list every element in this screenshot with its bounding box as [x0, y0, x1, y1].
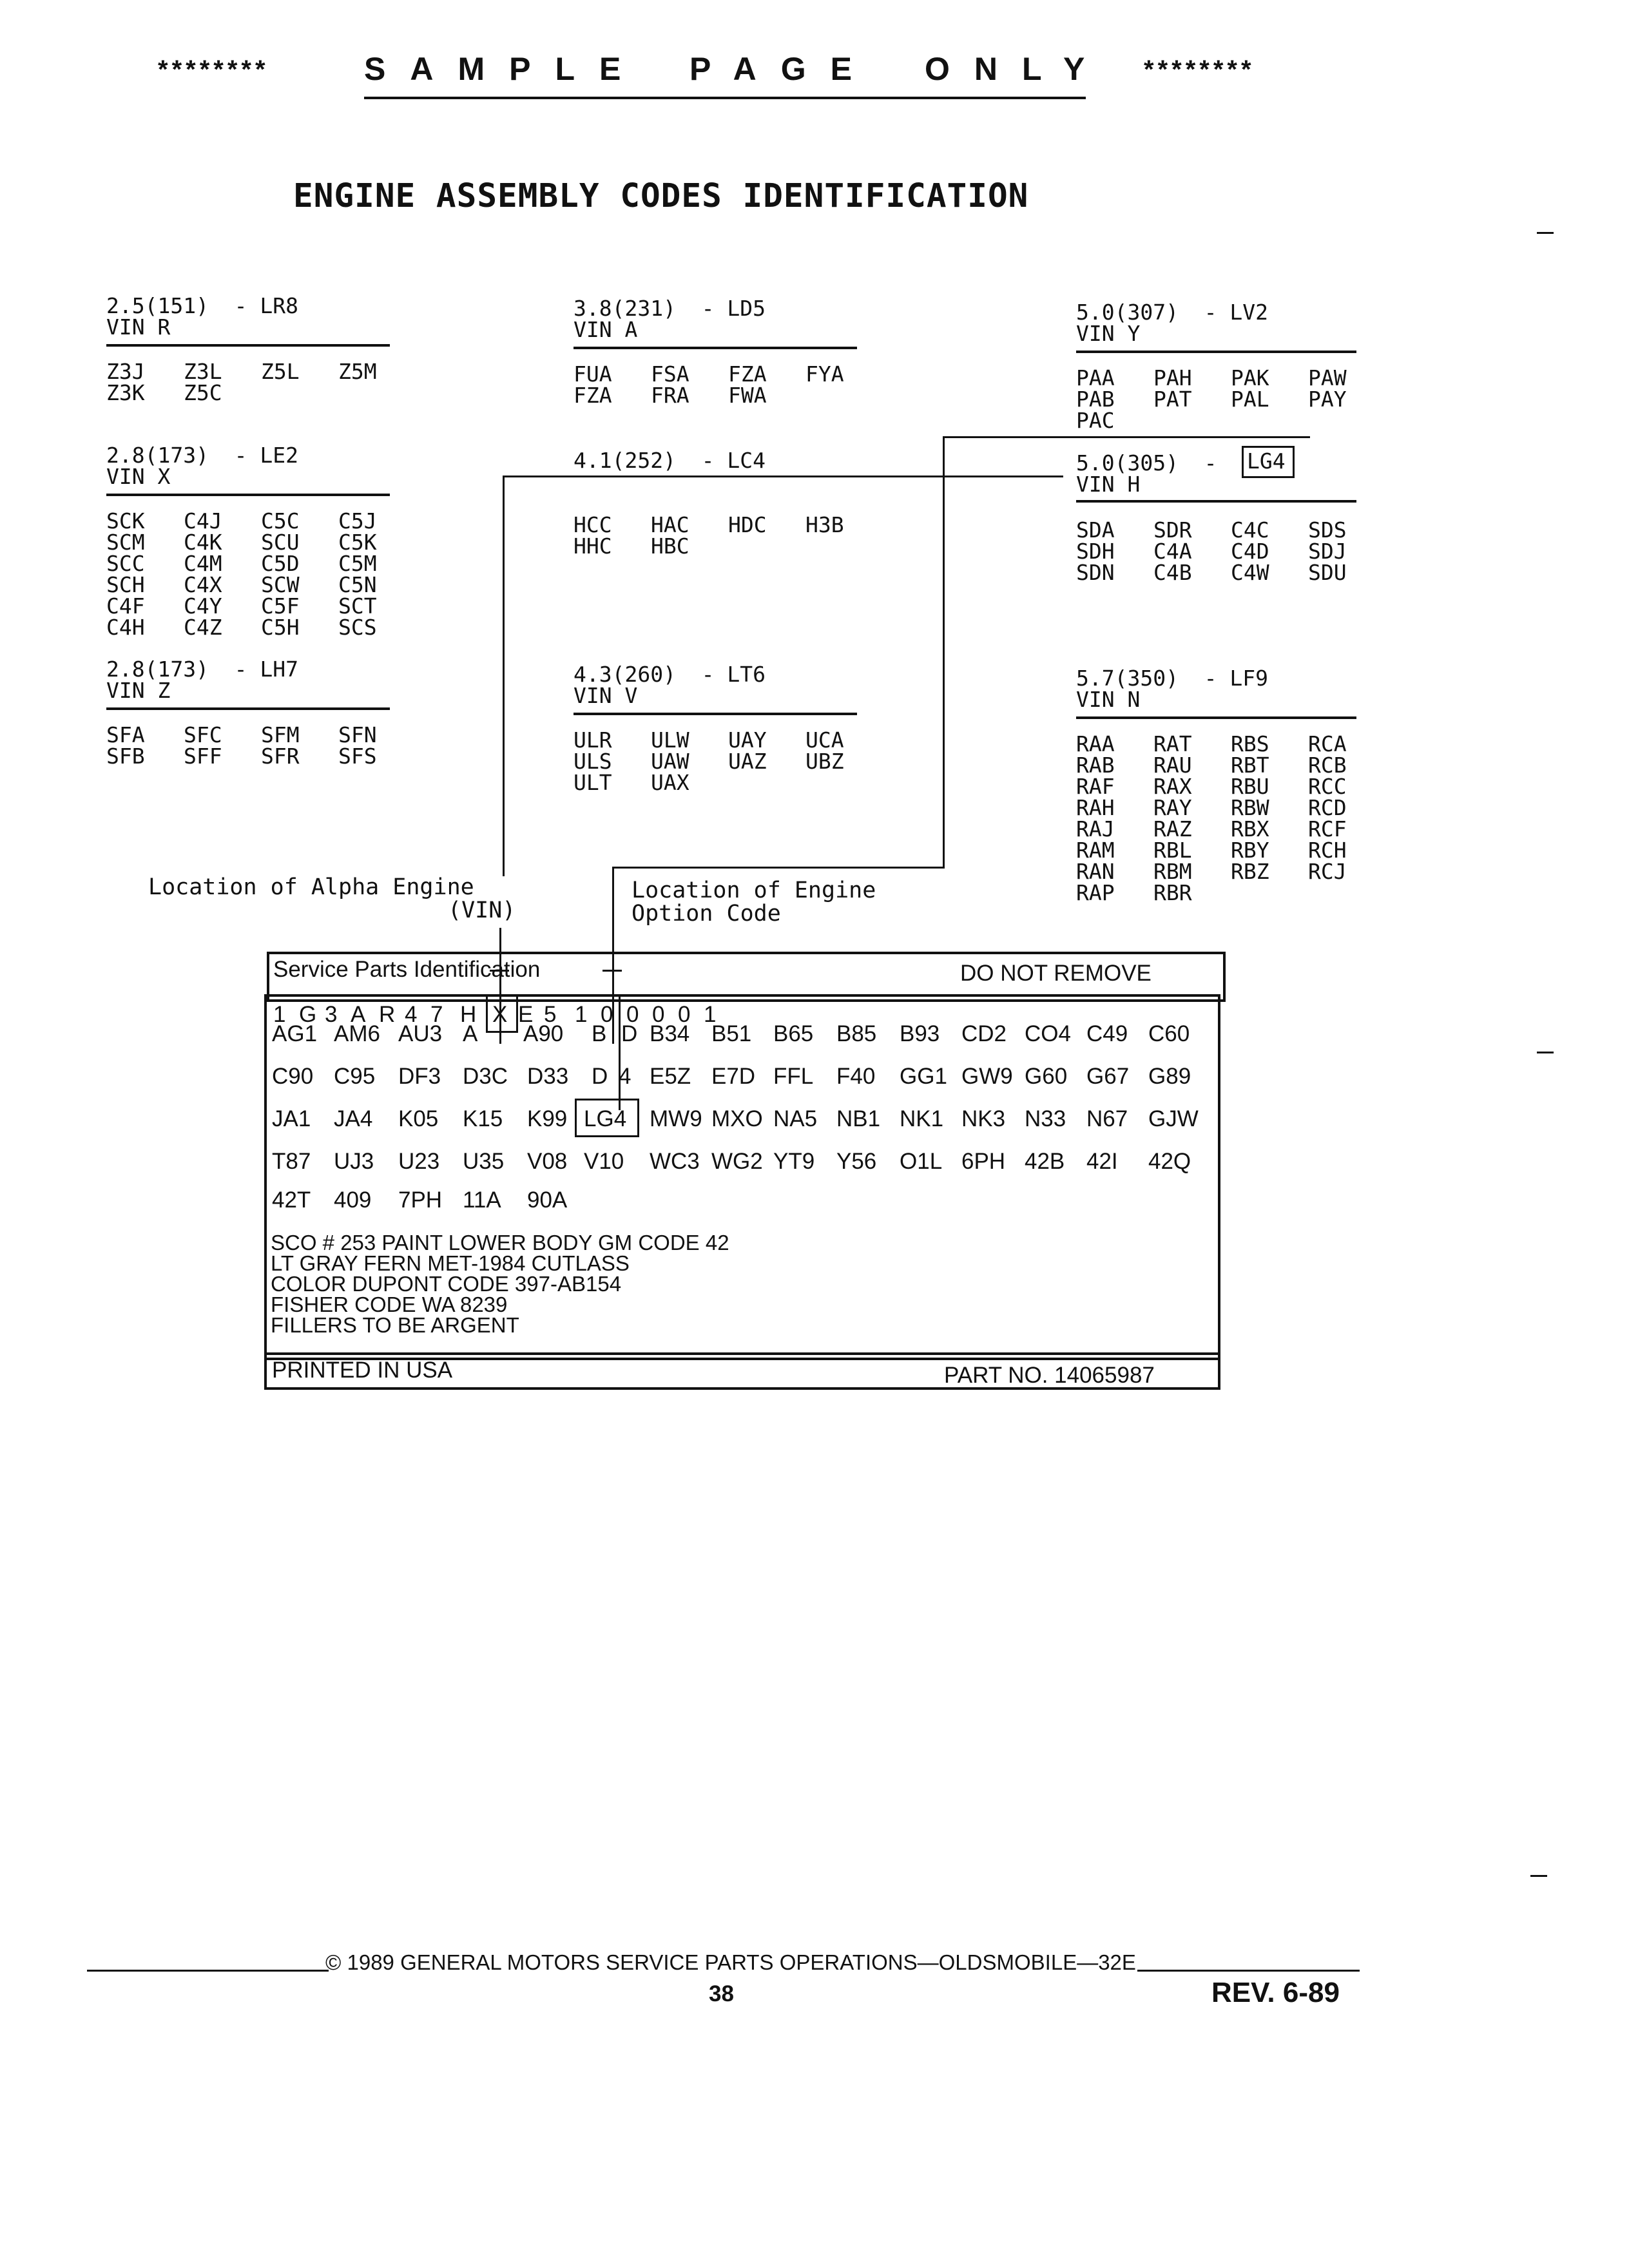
engine-code: ULS	[574, 749, 612, 774]
engine-code: PAW	[1308, 365, 1347, 390]
option-code: B34	[650, 1021, 690, 1046]
engine-section-lr8	[106, 293, 390, 405]
option-code: WC3	[650, 1149, 700, 1174]
section-heading: 5.7(350) - LF9	[1076, 666, 1269, 691]
option-code: K15	[463, 1106, 503, 1131]
engine-code: Z5L	[261, 359, 300, 384]
engine-code: RBW	[1231, 795, 1269, 820]
vin-divider	[619, 994, 621, 1110]
engine-code: UAZ	[728, 749, 767, 774]
option-code: WG2	[711, 1149, 763, 1174]
option-code: V08	[527, 1149, 568, 1174]
engine-code: SFC	[184, 722, 222, 747]
vin-character: 1	[704, 1002, 717, 1027]
revision: REV. 6-89	[1211, 1977, 1340, 2008]
engine-code: RCB	[1308, 753, 1347, 778]
engine-section-ld5	[574, 296, 857, 408]
banner-stars-right: ********	[1144, 55, 1255, 84]
option-code: O1L	[900, 1149, 943, 1174]
engine-section-lh7	[106, 657, 390, 769]
engine-code: RAJ	[1076, 816, 1115, 841]
engine-code: RAP	[1076, 880, 1115, 905]
engine-code: HDC	[728, 512, 767, 537]
engine-code: C4Y	[184, 593, 222, 619]
option-code: 409	[334, 1187, 372, 1213]
option-code: 42B	[1025, 1149, 1065, 1174]
option-code: DF3	[398, 1064, 441, 1089]
section-rule	[106, 344, 390, 347]
option-code: MXO	[711, 1106, 763, 1131]
option-code: NA5	[773, 1106, 818, 1131]
connector-option-bottom	[612, 867, 945, 869]
engine-code: SCW	[261, 572, 300, 597]
vin-character: 1	[575, 1002, 588, 1027]
part-number: PART NO. 14065987	[944, 1363, 1155, 1388]
section-vin: VIN X	[106, 464, 171, 489]
engine-code: RCA	[1308, 731, 1347, 756]
section-vin: VIN Y	[1076, 321, 1141, 346]
vin-character: 0	[652, 1002, 665, 1027]
service-parts-label	[264, 952, 1224, 1403]
section-heading: 4.3(260) - LT6	[574, 662, 766, 687]
section-rule	[106, 707, 390, 710]
option-code: N67	[1086, 1106, 1128, 1131]
paint-note-line: FILLERS TO BE ARGENT	[271, 1313, 519, 1337]
option-code: G67	[1086, 1064, 1130, 1089]
engine-code: C4J	[184, 508, 222, 533]
lg4-boxed-code: LG4	[1247, 448, 1286, 474]
engine-code: RBZ	[1231, 859, 1269, 884]
section-vin: VIN R	[106, 314, 171, 340]
engine-code: C4X	[184, 572, 222, 597]
option-code: AM6	[334, 1021, 380, 1046]
engine-code: PAC	[1076, 408, 1115, 433]
engine-code: C5F	[261, 593, 300, 619]
engine-code: SFN	[338, 722, 377, 747]
banner-stars-left: ********	[158, 55, 269, 84]
option-code: 42Q	[1148, 1149, 1191, 1174]
engine-code: ULR	[574, 727, 612, 753]
option-code: 7PH	[398, 1187, 443, 1213]
engine-section-lv2	[1076, 300, 1356, 433]
engine-code: RAU	[1153, 753, 1192, 778]
connector-vin-top	[503, 476, 1063, 477]
engine-code: Z3J	[106, 359, 145, 384]
engine-code: SCK	[106, 508, 145, 533]
engine-code: C4B	[1153, 560, 1192, 585]
engine-code: C5D	[261, 551, 300, 576]
engine-code: RAB	[1076, 753, 1115, 778]
paint-note-line: SCO # 253 PAINT LOWER BODY GM CODE 42	[271, 1231, 729, 1254]
printed-in-usa: PRINTED IN USA	[272, 1358, 453, 1383]
vin-character: R	[379, 1002, 396, 1027]
option-code: K05	[398, 1106, 439, 1131]
section-vin: VIN H	[1076, 472, 1141, 497]
footer-rule-left	[87, 1970, 329, 1972]
engine-code: RBT	[1231, 753, 1269, 778]
engine-code: RCJ	[1308, 859, 1347, 884]
option-code: NK1	[900, 1106, 944, 1131]
section-heading: 2.5(151) - LR8	[106, 293, 299, 318]
engine-code: RAH	[1076, 795, 1115, 820]
engine-code: UAW	[651, 749, 689, 774]
engine-code: ULT	[574, 770, 612, 795]
engine-code: RBS	[1231, 731, 1269, 756]
engine-code: RBL	[1153, 838, 1192, 863]
engine-code: C5N	[338, 572, 377, 597]
engine-code: C4Z	[184, 615, 222, 640]
option-code: NK3	[961, 1106, 1006, 1131]
engine-section-lt6	[574, 662, 857, 795]
engine-code: Z3K	[106, 380, 145, 405]
engine-code: C4F	[106, 593, 145, 619]
engine-code: ULW	[651, 727, 689, 753]
option-code: FFL	[773, 1064, 814, 1089]
option-codes-row	[272, 1106, 1213, 1132]
section-vin: VIN A	[574, 317, 638, 342]
option-code: Y56	[836, 1149, 877, 1174]
engine-code: Z3L	[184, 359, 222, 384]
vin-character: 0	[626, 1002, 639, 1027]
option-code-callout-line2: Option Code	[631, 901, 781, 927]
engine-code: RCF	[1308, 816, 1347, 841]
engine-code: C5J	[338, 508, 377, 533]
engine-code: RBY	[1231, 838, 1269, 863]
engine-code: SFB	[106, 744, 145, 769]
engine-code: RAM	[1076, 838, 1115, 863]
engine-code: C5H	[261, 615, 300, 640]
engine-code: RBX	[1231, 816, 1269, 841]
section-rule	[1076, 716, 1356, 719]
engine-section-lf9	[1076, 666, 1356, 905]
option-code: 42I	[1086, 1149, 1118, 1174]
engine-code: UAX	[651, 770, 689, 795]
option-code: A90	[523, 1021, 564, 1046]
vin-character: H	[460, 1002, 477, 1027]
engine-code: FYA	[805, 361, 844, 387]
margin-tick	[1530, 1875, 1547, 1877]
option-code: D	[592, 1064, 608, 1089]
engine-code: SDR	[1153, 517, 1192, 543]
section-rule	[1076, 351, 1356, 353]
option-code: B85	[836, 1021, 877, 1046]
engine-code: PAH	[1153, 365, 1192, 390]
section-vin: VIN Z	[106, 678, 171, 703]
section-heading: 4.1(252) - LC4	[574, 448, 766, 473]
vin-character: 0	[678, 1002, 691, 1027]
section-rule	[1076, 500, 1356, 503]
option-code: CD2	[961, 1021, 1007, 1046]
option-code: K99	[527, 1106, 568, 1131]
option-code: D	[621, 1021, 638, 1046]
paint-note-line: LT GRAY FERN MET-1984 CUTLASS	[271, 1251, 630, 1275]
option-code: G89	[1148, 1064, 1191, 1089]
option-code: C95	[334, 1064, 376, 1089]
engine-code: C4M	[184, 551, 222, 576]
option-code: JA4	[334, 1106, 373, 1131]
engine-section-le2	[106, 443, 390, 640]
option-code: N33	[1025, 1106, 1066, 1131]
engine-code: PAL	[1231, 387, 1269, 412]
engine-code: UAY	[728, 727, 767, 753]
option-code-callout-line1: Location of Engine	[631, 878, 876, 903]
engine-code: Z5C	[184, 380, 222, 405]
engine-code: RAT	[1153, 731, 1192, 756]
option-code: 4	[619, 1064, 631, 1089]
engine-code: RCH	[1308, 838, 1347, 863]
engine-code: C5K	[338, 530, 377, 555]
engine-code: SFM	[261, 722, 300, 747]
engine-code: PAA	[1076, 365, 1115, 390]
section-vin: VIN V	[574, 683, 638, 708]
engine-code: PAK	[1231, 365, 1269, 390]
engine-code: RAY	[1153, 795, 1192, 820]
engine-code: C4D	[1231, 539, 1269, 564]
engine-code: SCM	[106, 530, 145, 555]
engine-code: C5M	[338, 551, 377, 576]
vin-character: X	[492, 1002, 508, 1027]
section-rule	[574, 713, 857, 715]
engine-code: RAX	[1153, 774, 1192, 799]
option-codes-row	[272, 1064, 1213, 1090]
vin-character: 5	[544, 1002, 557, 1027]
engine-code: C4H	[106, 615, 145, 640]
vin-character: 4	[405, 1002, 418, 1027]
vin-character: 7	[430, 1002, 443, 1027]
alpha-engine-callout-line1: Location of Alpha Engine	[148, 874, 474, 900]
engine-code: RCD	[1308, 795, 1347, 820]
engine-code: SCC	[106, 551, 145, 576]
option-code: YT9	[773, 1149, 815, 1174]
option-code: D3C	[463, 1064, 508, 1089]
vin-character: A	[351, 1002, 366, 1027]
page-title: ENGINE ASSEMBLY CODES IDENTIFICATION	[293, 177, 1029, 215]
engine-code: FZA	[728, 361, 767, 387]
option-code: AG1	[272, 1021, 318, 1046]
option-code: JA1	[272, 1106, 311, 1131]
engine-code: RAA	[1076, 731, 1115, 756]
engine-code: PAT	[1153, 387, 1192, 412]
vin-character: E	[518, 1002, 534, 1027]
vin-character: 0	[601, 1002, 613, 1027]
engine-code: C5C	[261, 508, 300, 533]
option-code: B51	[711, 1021, 752, 1046]
banner-word-page: PAGE	[689, 51, 876, 87]
engine-code: RBU	[1231, 774, 1269, 799]
connector-option-vertical	[943, 436, 945, 868]
engine-code: SCU	[261, 530, 300, 555]
lg4-option-highlight	[575, 1099, 639, 1137]
engine-code: RAF	[1076, 774, 1115, 799]
engine-code: SCS	[338, 615, 377, 640]
option-codes-row	[272, 1021, 1213, 1047]
engine-code: SFR	[261, 744, 300, 769]
engine-code: SFF	[184, 744, 222, 769]
section-rule	[574, 347, 857, 349]
option-code: AU3	[398, 1021, 443, 1046]
option-code: E7D	[711, 1064, 756, 1089]
option-code: V10	[584, 1149, 624, 1174]
engine-code: SDN	[1076, 560, 1115, 585]
option-code: UJ3	[334, 1149, 374, 1174]
option-code: C49	[1086, 1021, 1128, 1046]
engine-code: HHC	[574, 533, 612, 559]
option-code: LG4	[584, 1106, 627, 1131]
option-code: T87	[272, 1149, 311, 1174]
option-code: 42T	[272, 1187, 311, 1213]
label-heading: Service Parts Identification	[273, 957, 541, 982]
engine-code: HAC	[651, 512, 689, 537]
margin-tick	[1537, 232, 1554, 234]
option-code: GW9	[961, 1064, 1013, 1089]
section-heading: 3.8(231) - LD5	[574, 296, 766, 321]
section-heading: 5.0(307) - LV2	[1076, 300, 1269, 325]
engine-code: C4C	[1231, 517, 1269, 543]
page-number: 38	[709, 1981, 734, 2006]
margin-tick	[1537, 1052, 1554, 1053]
engine-code: UCA	[805, 727, 844, 753]
engine-code: HBC	[651, 533, 689, 559]
engine-code: PAY	[1308, 387, 1347, 412]
engine-code: SCT	[338, 593, 377, 619]
option-code: 6PH	[961, 1149, 1006, 1174]
paint-notes	[271, 1233, 729, 1336]
engine-code: FSA	[651, 361, 689, 387]
engine-code: FUA	[574, 361, 612, 387]
option-code: B65	[773, 1021, 814, 1046]
option-code: G60	[1025, 1064, 1068, 1089]
option-code: B93	[900, 1021, 940, 1046]
option-codes-row	[272, 1187, 1213, 1213]
connector-option-top	[943, 436, 1310, 438]
alpha-engine-callout-line2: (VIN)	[448, 898, 516, 923]
engine-section-lg4	[1076, 448, 1356, 585]
option-code: MW9	[650, 1106, 702, 1131]
vin-character: 1	[273, 1002, 286, 1027]
engine-code: SDS	[1308, 517, 1347, 543]
lg4-highlight-box	[1242, 446, 1295, 478]
paint-note-line: FISHER CODE WA 8239	[271, 1293, 508, 1316]
engine-code: RAZ	[1153, 816, 1192, 841]
engine-code: SDJ	[1308, 539, 1347, 564]
engine-code: SFS	[338, 744, 377, 769]
engine-code: RBM	[1153, 859, 1192, 884]
option-codes-row	[272, 1149, 1213, 1175]
section-vin: VIN N	[1076, 687, 1141, 712]
sample-page-banner	[158, 50, 1305, 95]
engine-code: FWA	[728, 383, 767, 408]
engine-code: RBR	[1153, 880, 1192, 905]
banner-word-only: ONLY	[925, 51, 1110, 87]
section-rule	[106, 494, 390, 496]
engine-code: HCC	[574, 512, 612, 537]
section-heading: 2.8(173) - LH7	[106, 657, 299, 682]
connector-vin-vertical	[503, 476, 505, 876]
option-code: B	[592, 1021, 607, 1046]
engine-code: SDU	[1308, 560, 1347, 585]
section-heading: 5.0(305) -	[1076, 450, 1217, 476]
engine-code: UBZ	[805, 749, 844, 774]
option-code: NB1	[836, 1106, 881, 1131]
option-code: A	[463, 1021, 478, 1046]
engine-code: PAB	[1076, 387, 1115, 412]
banner-word-sample: SAMPLE	[364, 51, 646, 87]
engine-code: Z5M	[338, 359, 377, 384]
option-code: D33	[527, 1064, 569, 1089]
engine-code: FZA	[574, 383, 612, 408]
engine-code: SDH	[1076, 539, 1115, 564]
section-heading: 2.8(173) - LE2	[106, 443, 299, 468]
engine-code: FRA	[651, 383, 689, 408]
option-code: C90	[272, 1064, 314, 1089]
vin-character: G	[299, 1002, 317, 1027]
option-code: F40	[836, 1064, 876, 1089]
option-code: E5Z	[650, 1064, 691, 1089]
engine-code: C4W	[1231, 560, 1269, 585]
engine-code: RAN	[1076, 859, 1115, 884]
engine-code: SFA	[106, 722, 145, 747]
engine-code: RCC	[1308, 774, 1347, 799]
banner-underline	[364, 97, 1086, 99]
engine-code: SCH	[106, 572, 145, 597]
option-code: CO4	[1025, 1021, 1071, 1046]
option-code: GJW	[1148, 1106, 1199, 1131]
option-code: GG1	[900, 1064, 947, 1089]
option-code: U35	[463, 1149, 505, 1174]
engine-section-lc4	[574, 448, 857, 559]
vin-character: 3	[325, 1002, 338, 1027]
engine-code: C4K	[184, 530, 222, 555]
paint-note-line: COLOR DUPONT CODE 397-AB154	[271, 1272, 622, 1296]
option-code: C60	[1148, 1021, 1190, 1046]
engine-code: SDA	[1076, 517, 1115, 543]
option-code: U23	[398, 1149, 440, 1174]
option-code: 90A	[527, 1187, 568, 1213]
copyright-line: © 1989 GENERAL MOTORS SERVICE PARTS OPERATIONS—OLDSMOBILE—32E	[325, 1950, 1136, 1974]
engine-code: H3B	[805, 512, 844, 537]
do-not-remove: DO NOT REMOVE	[960, 961, 1152, 986]
option-code: 11A	[463, 1187, 501, 1213]
engine-code: C4A	[1153, 539, 1192, 564]
footer-rule-right	[1137, 1970, 1360, 1972]
